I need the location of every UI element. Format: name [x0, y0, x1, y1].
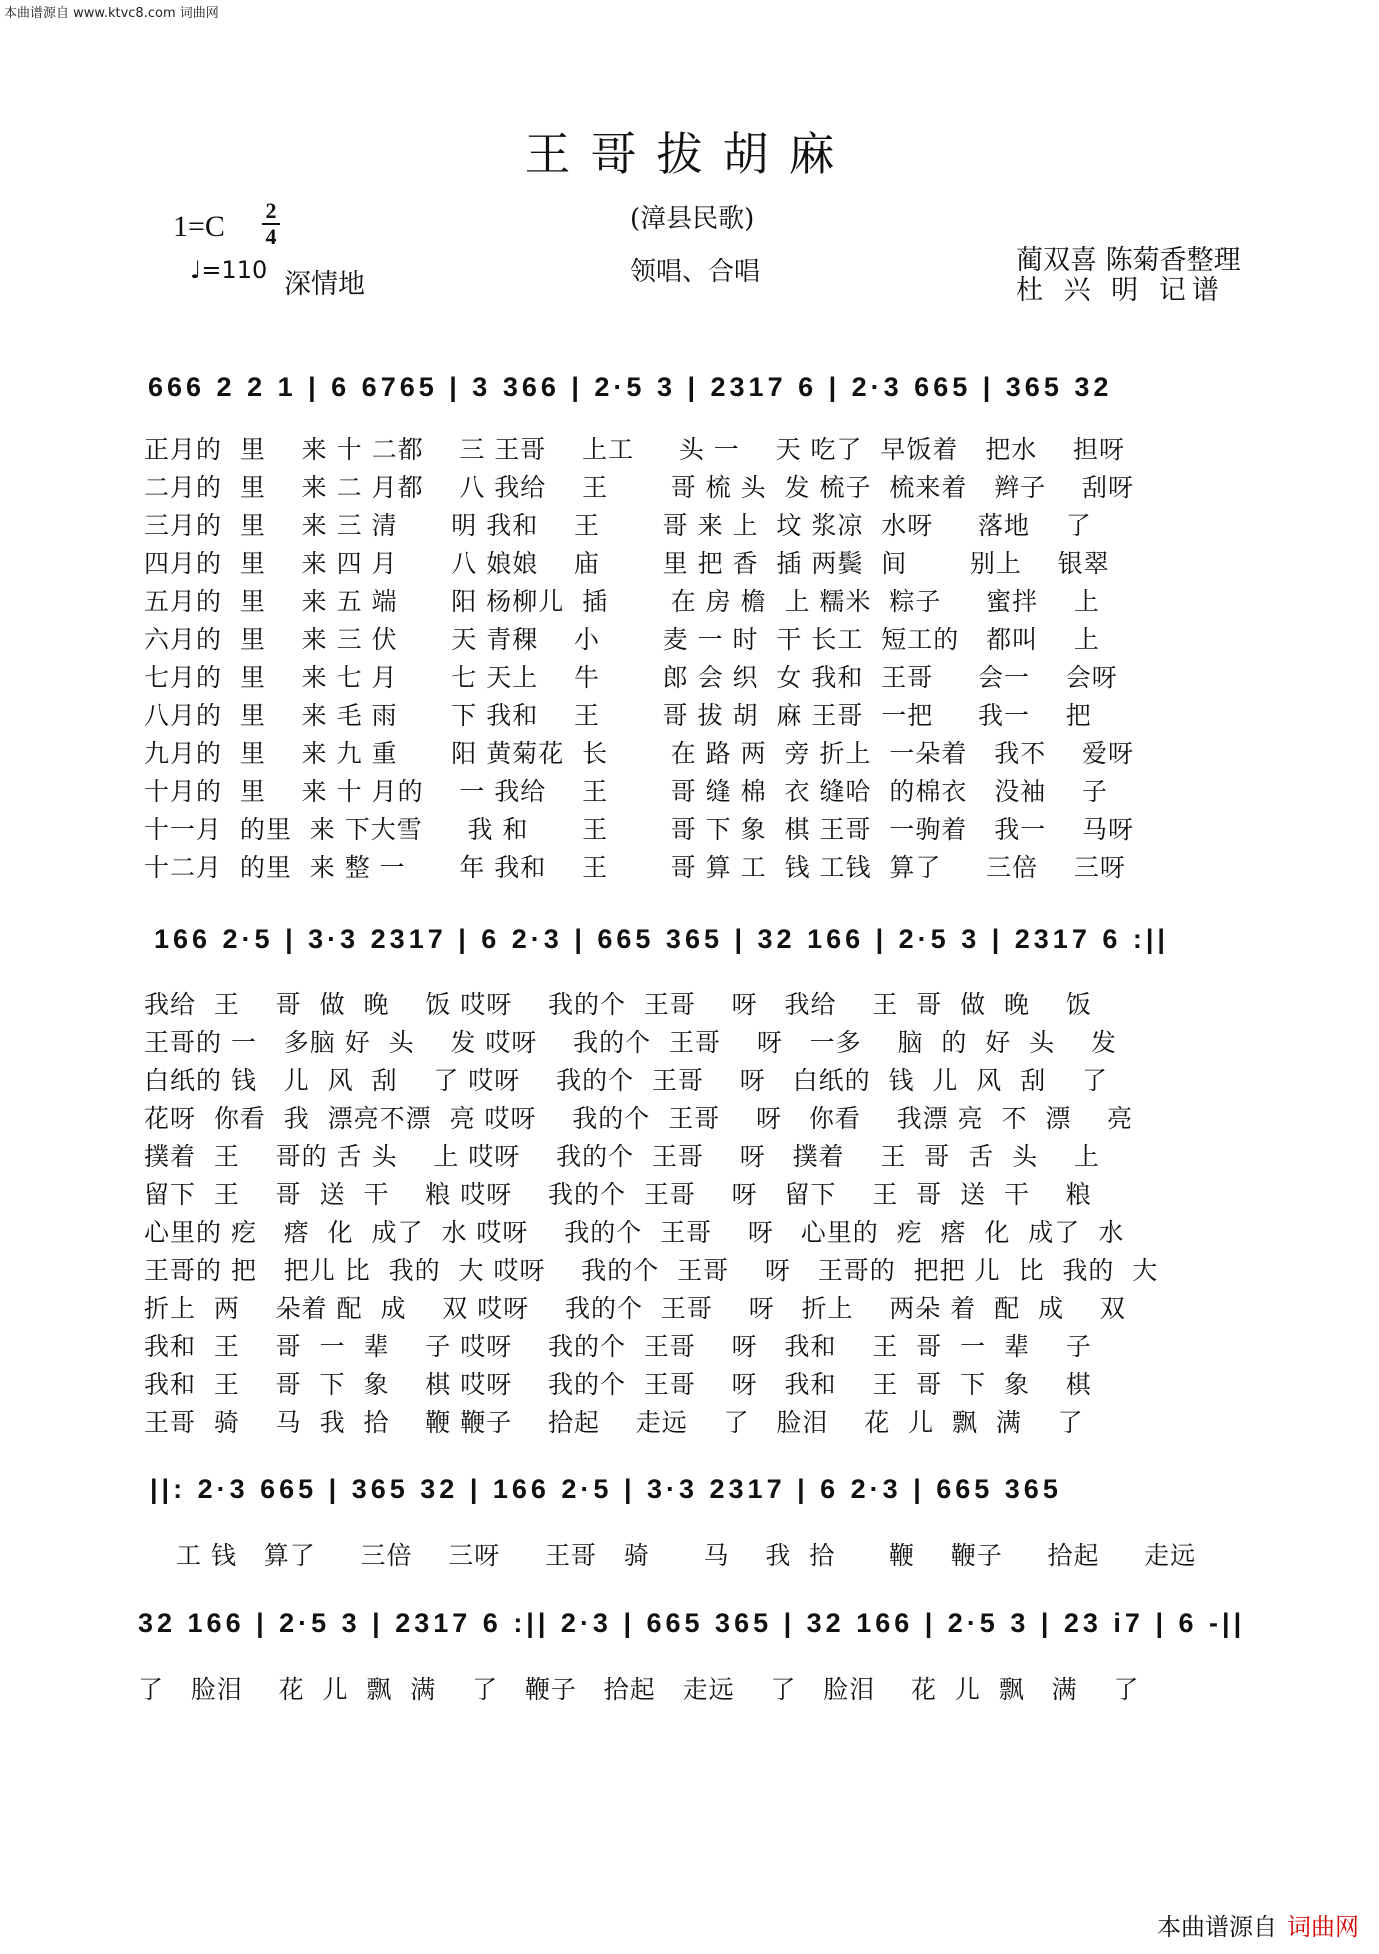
time-top: 2 — [265, 198, 277, 223]
lyric-line: 八月的 里 来 毛 雨 下 我和 王 哥 拔 胡 麻 王哥 一把 我一 把 — [144, 701, 1092, 730]
lyric-line: 我给 王 哥 做 晚 饭 哎呀 我的个 王哥 呀 我给 王 哥 做 晚 饭 — [144, 990, 1092, 1019]
lyric-line: 三月的 里 来 三 清 明 我和 王 哥 来 上 坟 浆凉 水呀 落地 了 — [144, 511, 1092, 540]
lyric-line: 了 脸泪 花 儿 飘 满 了 鞭子 拾起 走远 了 脸泪 花 儿 飘 满 了 — [138, 1675, 1140, 1704]
lyric-line: 心里的 疙 瘩 化 成了 水 哎呀 我的个 王哥 呀 心里的 疙 瘩 化 成了 水 — [144, 1218, 1125, 1247]
lyric-line: 花呀 你看 我 漂亮不漂 亮 哎呀 我的个 王哥 呀 你看 我漂 亮 不 漂 亮 — [144, 1104, 1134, 1133]
lyric-line: 王哥 骑 马 我 拾 鞭 鞭子 拾起 走远 了 脸泪 花 儿 飘 满 了 — [144, 1408, 1084, 1437]
notation-line-4 — [0, 1600, 1379, 1650]
lyric-line: 正月的 里 来 十 二都 三 王哥 上工 头 一 天 吃了 早饭着 把水 担呀 — [144, 435, 1126, 464]
lyric-line: 我和 王 哥 下 象 棋 哎呀 我的个 王哥 呀 我和 王 哥 下 象 棋 — [144, 1370, 1092, 1399]
lyric-line: 留下 王 哥 送 干 粮 哎呀 我的个 王哥 呀 留下 王 哥 送 干 粮 — [144, 1180, 1092, 1209]
notation-line-1 — [0, 364, 1379, 414]
notation-text-3: ||: 2·3 665 | 365 32 | 166 2·5 | 3·3 2317 | 6 2·3 | 665 365 — [150, 1474, 1062, 1504]
lyric-line: 二月的 里 来 二 月都 八 我给 王 哥 梳 头 发 梳子 梳来着 辫子 刮呀 — [144, 473, 1134, 502]
time-bottom: 4 — [265, 224, 277, 249]
notation-text-2: 166 2·5 | 3·3 2317 | 6 2·3 | 665 365 | 32 166 | 2·5 3 | 2317 6 :|| — [154, 924, 1169, 954]
lyric-line: 十二月 的里 来 整 一 年 我和 王 哥 算 工 钱 工钱 算了 三倍 三呀 — [144, 853, 1126, 882]
notation-line-3 — [0, 1466, 1379, 1516]
lyric-line: 王哥的 一 多脑 好 头 发 哎呀 我的个 王哥 呀 一多 脑 的 好 头 发 — [144, 1028, 1117, 1057]
lyric-line: 十月的 里 来 十 月的 一 我给 王 哥 缝 棉 衣 缝哈 的棉衣 没袖 子 — [144, 777, 1108, 806]
lyric-line: 我和 王 哥 一 辈 子 哎呀 我的个 王哥 呀 我和 王 哥 一 辈 子 — [144, 1332, 1092, 1361]
footer-source-red: 词曲网 — [1287, 1913, 1359, 1941]
song-title: 王哥拔胡麻 — [524, 127, 855, 181]
lyric-line: 撲着 王 哥的 舌 头 上 哎呀 我的个 王哥 呀 撲着 王 哥 舌 头 上 — [144, 1142, 1100, 1171]
notation-text-4: 32 166 | 2·5 3 | 2317 6 :|| 2·3 | 665 365 | 32 166 | 2·5 3 | 23 i7 | 6 -|| — [138, 1608, 1246, 1638]
lyric-line: 十一月 的里 来 下大雪 我 和 王 哥 下 象 棋 王哥 一驹着 我一 马呀 — [144, 815, 1134, 844]
song-subtitle: (漳县民歌) — [630, 204, 755, 234]
lyric-line: 王哥的 把 把儿 比 我的 大 哎呀 我的个 王哥 呀 王哥的 把把 儿 比 我的 大 — [144, 1256, 1159, 1285]
lyric-line: 白纸的 钱 儿 风 刮 了 哎呀 我的个 王哥 呀 白纸的 钱 儿 风 刮 了 — [144, 1066, 1108, 1095]
lyric-line: 七月的 里 来 七 月 七 天上 牛 郎 会 织 女 我和 王哥 会一 会呀 — [144, 663, 1118, 692]
watermark-text: 本曲谱源自 www.ktvc8.com 词曲网 — [4, 6, 219, 21]
time-signature — [262, 200, 280, 248]
lyric-line: 工 钱 算了 三倍 三呀 王哥 骑 马 我 拾 鞭 鞭子 拾起 走远 — [176, 1541, 1197, 1570]
footer-source-black: 本曲谱源自 — [1157, 1913, 1277, 1941]
notation-text-1: 666 2 2 1 | 6 6765 | 3 366 | 2·5 3 | 2317 6 | 2·3 665 | 365 32 — [148, 372, 1113, 402]
footer-source — [1157, 1907, 1359, 1942]
lyric-line: 六月的 里 来 三 伏 天 青稞 小 麦 一 时 干 长工 短工的 都叫 上 — [144, 625, 1100, 654]
notation-line-2 — [0, 916, 1379, 966]
credit-arrangers: 蔺双喜 陈菊香整理 — [1016, 245, 1241, 276]
lyric-line: 折上 两 朵着 配 成 双 哎呀 我的个 王哥 呀 折上 两朵 着 配 成 双 — [144, 1294, 1126, 1323]
expression-marking: 深情地 — [284, 269, 365, 300]
credit-transcriber: 杜 兴 明 记谱 — [1016, 275, 1225, 306]
lyric-line: 四月的 里 来 四 月 八 娘娘 庙 里 把 香 插 两鬓 间 别上 银翠 — [144, 549, 1110, 578]
lyric-line: 五月的 里 来 五 端 阳 杨柳儿 插 在 房 檐 上 糯米 粽子 蜜拌 上 — [144, 587, 1100, 616]
key-signature: 1=C — [173, 210, 225, 243]
tempo-marking: ♩=110 — [190, 256, 268, 284]
voice-type: 领唱、合唱 — [630, 257, 761, 287]
lyric-line: 九月的 里 来 九 重 阳 黄菊花 长 在 路 两 旁 折上 一朵着 我不 爱呀 — [144, 739, 1134, 768]
